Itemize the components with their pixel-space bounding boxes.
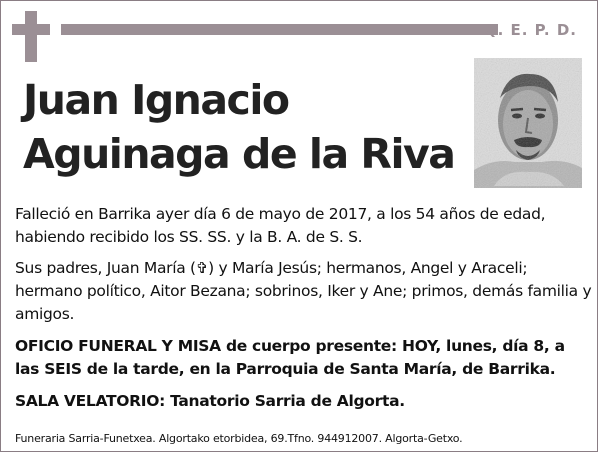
family-text-start: Sus padres, Juan María ( [15, 259, 196, 277]
wake-room: SALA VELATORIO: Tanatorio Sarria de Algorta. [15, 392, 405, 410]
name-line-1: Juan Ignacio [23, 76, 289, 124]
cross-icon-vertical [25, 11, 37, 62]
family-text-end: ) y María Jesús; hermanos, Angel y Araceli; hermano político, Aitor Bezana; sobrinos, Iker y Ane; primos, demás familia y amigos. [15, 259, 592, 323]
header-rule [61, 24, 498, 35]
cross-symbol-icon: ✞ [195, 259, 209, 277]
portrait-photo [474, 58, 582, 188]
death-announcement: Falleció en Barrika ayer día 6 de mayo de 2017, a los 54 años de edad, habiendo recibido los SS. SS. y la B. A. de S. S. [15, 205, 546, 246]
family-paragraph [15, 257, 593, 326]
funeral-service: OFICIO FUNERAL Y MISA de cuerpo presente: HOY, lunes, día 8, a las SEIS de la tarde, en la Parroquia de Santa María, de Barrika. [15, 337, 565, 378]
obituary-body [15, 203, 593, 413]
portrait-icon [474, 58, 582, 188]
cross-icon-horizontal [12, 24, 50, 35]
qepd-label: Q. E. P. D. [483, 21, 577, 39]
deceased-name [23, 73, 463, 181]
funeral-home-footer: Funeraria Sarria-Funetxea. Algortako etorbidea, 69.Tfno. 944912007. Algorta-Getxo. [15, 432, 463, 445]
name-line-2: Aguinaga de la Riva [23, 130, 455, 178]
